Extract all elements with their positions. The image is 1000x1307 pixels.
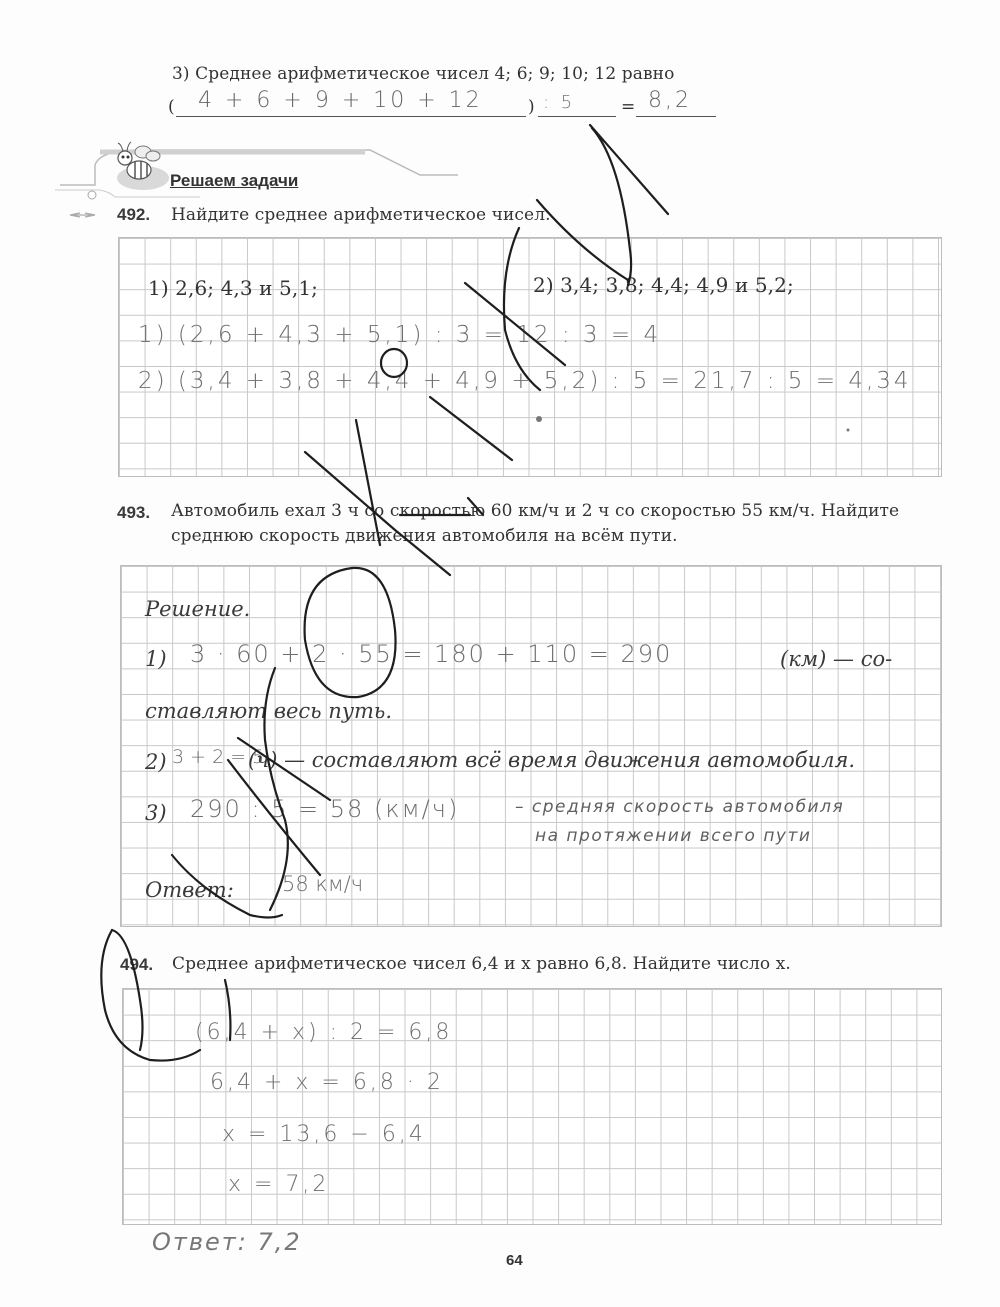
step1-handwritten: 3 · 60 + 2 · 55 = 180 + 110 = 290 <box>190 640 673 668</box>
prev-item-text: Среднее арифметическое чисел 4; 6; 9; 10; 12 равно <box>195 64 675 84</box>
step1-tail: (км) — со- <box>780 647 893 671</box>
equals-sign: = <box>621 97 636 117</box>
prev-item-label: 3) <box>172 64 190 84</box>
exercise-494-line2: 6,4 + x = 6,8 · 2 <box>210 1070 444 1095</box>
exercise-492-part2: 2) 3,4; 3,8; 4,4; 4,9 и 5,2; <box>533 273 794 297</box>
open-paren: ( <box>168 97 175 117</box>
exercise-492-part1: 1) 2,6; 4,3 и 5,1; <box>148 276 318 300</box>
page-number: 64 <box>506 1252 523 1269</box>
exercise-number-492: 492. <box>117 205 151 224</box>
exercise-number-493: 493. <box>117 503 151 522</box>
close-paren: ) <box>528 97 535 117</box>
answer-blank-divisor <box>538 116 616 117</box>
section-title: Решаем задачи <box>170 171 299 190</box>
prev-item-statement <box>172 64 674 84</box>
step2-tail: (ч) — составляют всё время движения автомобиля. <box>248 748 856 772</box>
answer-label: Ответ: <box>145 878 234 902</box>
exercise-494-line1: (6,4 + x) : 2 = 6,8 <box>195 1020 453 1045</box>
step3-note-line1: – средняя скорость автомобиля <box>515 797 845 817</box>
exercise-493-statement-line1: Автомобиль ехал 3 ч со скоростью 60 км/ч и 2 ч со скоростью 55 км/ч. Найдите <box>171 501 900 521</box>
solution-heading: Решение. <box>145 597 251 621</box>
exercise-494-line3: x = 13,6 − 6,4 <box>222 1122 426 1147</box>
exercise-494-line4: x = 7,2 <box>228 1172 330 1197</box>
exercise-494-answer: Ответ: 7,2 <box>152 1228 302 1256</box>
answer-blank-sum <box>176 116 526 117</box>
step3-handwritten: 290 : 5 = 58 (км/ч) <box>190 795 460 823</box>
step2-label: 2) <box>145 750 167 774</box>
step3-note-line2: на протяжении всего пути <box>535 826 812 846</box>
step3-label: 3) <box>145 801 167 825</box>
exercise-number-494: 494. <box>120 955 154 974</box>
exercise-493-statement-line2: среднюю скорость движения автомобиля на всём пути. <box>171 526 678 546</box>
exercise-492-statement: Найдите среднее арифметическое чисел. <box>171 205 551 225</box>
exercise-494-statement: Среднее арифметическое чисел 6,4 и x равно 6,8. Найдите число x. <box>172 954 791 974</box>
section-banner-decoration <box>0 0 1000 230</box>
exercise-492-solution2: 2) (3,4 + 3,8 + 4,4 + 4,9 + 5,2) : 5 = 21,7 : 5 = 4,34 <box>138 368 912 394</box>
double-arrow-icon <box>70 213 95 217</box>
prev-answer-sum: 4 + 6 + 9 + 10 + 12 <box>198 88 483 113</box>
step2-handwritten: 3 + 2 = 5 <box>172 746 265 768</box>
prev-answer-divisor: : 5 <box>543 92 576 113</box>
grid-box-492 <box>118 237 942 477</box>
prev-answer-result: 8,2 <box>648 88 692 113</box>
bee-icon <box>113 140 163 188</box>
answer-handwritten: 58 км/ч <box>282 872 364 896</box>
answer-blank-result <box>636 116 716 117</box>
exercise-492-solution1: 1) (2,6 + 4,3 + 5,1) : 3 = 12 : 3 = 4 <box>138 322 662 348</box>
step1-label: 1) <box>145 647 167 671</box>
step1-continuation: ставляют весь путь. <box>145 699 393 723</box>
